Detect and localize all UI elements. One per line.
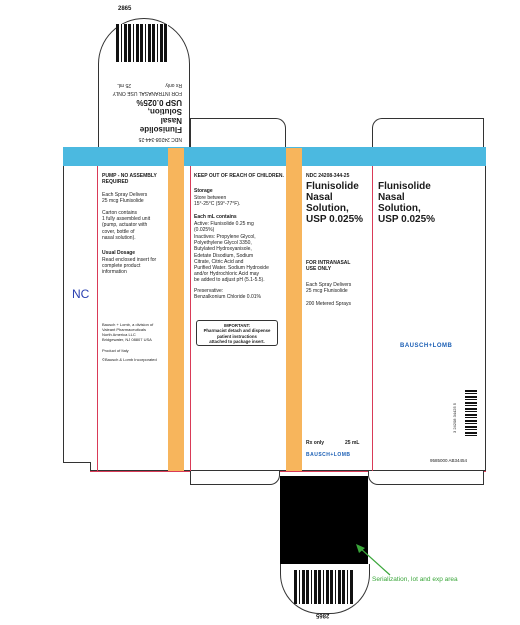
side-contains: Carton contains 1 fully assembled unit (pump, actuator with cover, bottle of nasal solution). [102,210,151,241]
top-barcode [116,24,168,62]
top-flap-text [102,64,186,144]
left-fragment: NC [72,287,90,301]
front-sprays: 200 Metered Sprays [306,301,352,307]
cut-line-1 [97,148,98,471]
top-flap-name-3: Solution, [147,107,182,116]
side-dosage: Read enclosed insert for complete product information [102,257,157,276]
front-rx: Rx only [306,440,325,446]
orange-band-left [168,148,184,471]
right-barcode-number: 3 24208 34425 5 [452,402,457,433]
side-dosage-title: Usual Dosage [102,250,136,256]
bottom-code: 2865 [316,612,330,619]
front-route: FOR INTRANASAL USE ONLY [306,260,351,273]
top-flap-name-1: Flunisolide [139,125,182,134]
info-preservative: Preservative: Benzalkonium Chloride 0.01% [194,288,261,301]
front-delivers: Each Spray Delivers 25 mcg Flunisolide [306,282,352,295]
right-barcode [465,390,477,436]
front-brand-logo: BAUSCH+LOMB [306,452,351,458]
top-flap-rx: Rx only [165,82,182,88]
front-volume: 25 mL [345,440,360,446]
top-flap-volume: 25 mL [117,82,131,88]
info-storage-title: Storage [194,188,213,194]
info-top-tab [190,118,286,150]
important-box [196,320,278,346]
glue-flap [63,158,91,463]
right-name: Flunisolide Nasal Solution, USP 0.025% [378,181,436,225]
blue-band [63,147,486,166]
bottom-barcode [294,570,354,604]
bottom-flap-right [368,471,484,485]
top-code: 2865 [118,6,132,12]
annotation-label: Serialization, lot and exp area [372,576,458,583]
side-manufacturer: Bausch + Lomb, a division of Valeant Pharmaceuticals North America LLC Bridgewater, NJ 08807 USA [102,322,154,342]
info-storage: Store between 15°-25°C (59°-77°F). [194,195,241,208]
right-brand-logo: BAUSCH+LOMB [400,343,453,349]
side-trademark: ©Bausch & Lomb Incorporated [102,357,157,362]
top-flap-ndc: NDC 24208-344-25 [138,136,182,142]
info-each-ml-title: Each mL contains [194,214,237,220]
top-flap-name-4: USP 0.025% [136,98,182,107]
side-delivers: Each Spray Delivers 25 mcg Flunisolide [102,192,148,205]
info-keep-out: KEEP OUT OF REACH OF CHILDREN. [194,173,284,179]
front-ndc: NDC 24208-344-25 [306,173,350,179]
info-active: Active: Flunisolide 0.25 mg (0.025%) [194,221,254,234]
right-lot-code: 9585000 AB34454 [430,458,468,463]
side-product-of: Product of Italy [102,348,129,353]
front-name: Flunisolide Nasal Solution, USP 0.025% [306,181,364,225]
top-flap-route: FOR INTRANASAL USE ONLY [112,90,182,96]
top-flap-name-2: Nasal [160,116,182,125]
side-heading: PUMP - NO ASSEMBLY REQUIRED [102,173,157,186]
right-top-tab [372,118,484,150]
info-inactives: Inactives: Propylene Glycol, Polyethylene Glycol 3350, Butylated Hydroxyanisole, Edetate Disodium, Sodium Citrate, Citric Acid and Purified Water. Sodium Hydroxide and/or Hydrochloric Acid may be added to adjust pH (5.1-5.5). [194,234,269,284]
orange-band-right [286,148,302,471]
cut-line-2 [190,148,191,471]
cut-line-4 [372,148,373,471]
bottom-flap-left [190,471,280,485]
important-text: IMPORTANT: Pharmacist detach and dispense patient instructions attached to package insert. [203,323,271,344]
